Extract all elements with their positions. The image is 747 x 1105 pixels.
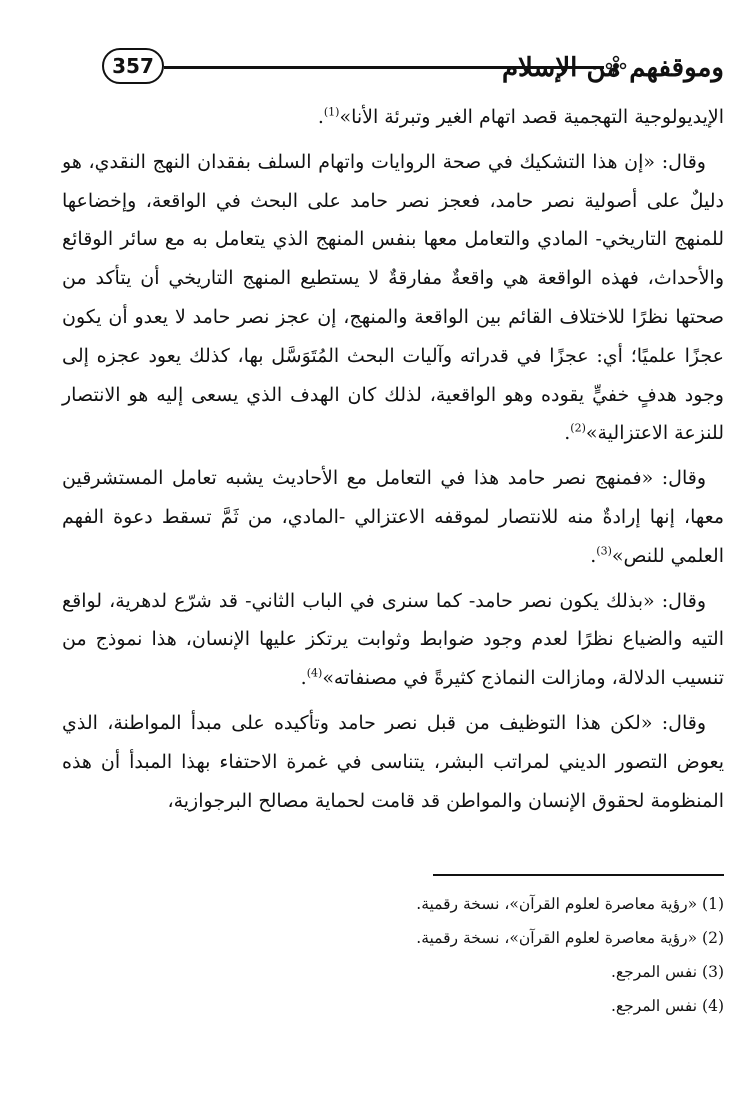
- footnote-ref: (1): [323, 105, 340, 119]
- running-title: وموقفهم من الإسلام: [501, 53, 724, 83]
- paragraph-text: وقال: «إن هذا التشكيك في صحة الروايات واتهام السلف بفقدان النهج النقدي، هو دليلٌ على أصولية نصر حامد، فعجز نصر حامد على البحث في الواقعة، وإخضاعها للمنهج التاريخي- المادي والتعامل معها بنفس المنهج الذي يتعامل به مع سائر الوقائع والأحداث، فهذه الواقعة هي واقعةٌ مفارقةٌ لا يستطيع المنهج التاريخي أن يتأكد من صحتها نظرًا للاختلاف القائم بين الواقعة والمنهج، إن عجز نصر حامد لا يعدو أن يكون عجزًا علميًا؛ أي: عجزًا في قدراته وآليات البحث المُتَوَسَّل بها، كذلك يعود عجزه إلى وجود هدفٍ خفيٍّ يقوده وهو الواقعية، لذلك كان الهدف الذي يسعى إليه هو الانتصار للنزعة الاعتزالية»: [62, 150, 724, 445]
- footnote-ref: (3): [596, 544, 612, 558]
- paragraph-text: الإيديولوجية التهجمية قصد اتهام الغير وتبرئة الأنا»: [339, 106, 724, 128]
- page-number: 357: [102, 48, 164, 84]
- paragraph-text: وقال: «لكن هذا التوظيف من قبل نصر حامد وتأكيده على مبدأ المواطنة، الذي يعوض التصور الديني لمراتب البشر، يتناسى في غمرة الاحتفاء بهذا المبدأ أن هذه المنظومة لحقوق الإنسان والمواطن قد قامت لحماية مصالح البرجوازية،: [62, 711, 724, 812]
- footnote: (2) «رؤية معاصرة لعلوم القرآن»، نسخة رقمية.: [416, 929, 724, 947]
- paragraph-text: وقال: «بذلك يكون نصر حامد- كما سنرى في الباب الثاني- قد شرّع لدهرية، لواقع التيه والضياع نظرًا لعدم وجود ضوابط وثوابت يرتكز عليها الإنسان، هذا نموذج من تنسيب الدلالة، ومازالت النماذج كثيرةً في مصنفاته»: [62, 589, 724, 690]
- paragraph: [62, 98, 724, 137]
- paragraph-tail: .: [317, 106, 324, 128]
- footnote-separator: [433, 874, 724, 876]
- paragraph-tail: .: [590, 544, 597, 567]
- footnote-ref: (2): [570, 422, 586, 436]
- page-header: [92, 48, 724, 90]
- footnote: (1) «رؤية معاصرة لعلوم القرآن»، نسخة رقمية.: [416, 895, 724, 913]
- paragraph: [62, 143, 724, 453]
- footnote: (3) نفس المرجع.: [610, 963, 724, 981]
- paragraph-text: وقال: «فمنهج نصر حامد هذا في التعامل مع الأحاديث يشبه تعامل المستشرقين معها، إنها إرادةٌ منه للانتصار لموقفه الاعتزالي -المادي، من ثَمَّ تسقط دعوة الفهم العلمي للنص»: [62, 467, 724, 567]
- footnotes: [62, 887, 724, 1023]
- footnote-ref: (4): [306, 666, 323, 680]
- main-text: [62, 98, 724, 820]
- paragraph: [62, 704, 724, 820]
- paragraph: [62, 582, 724, 698]
- paragraph: [62, 459, 724, 575]
- footnote: (4) نفس المرجع.: [610, 997, 724, 1015]
- paragraph-tail: .: [564, 422, 571, 445]
- paragraph-tail: .: [300, 667, 307, 690]
